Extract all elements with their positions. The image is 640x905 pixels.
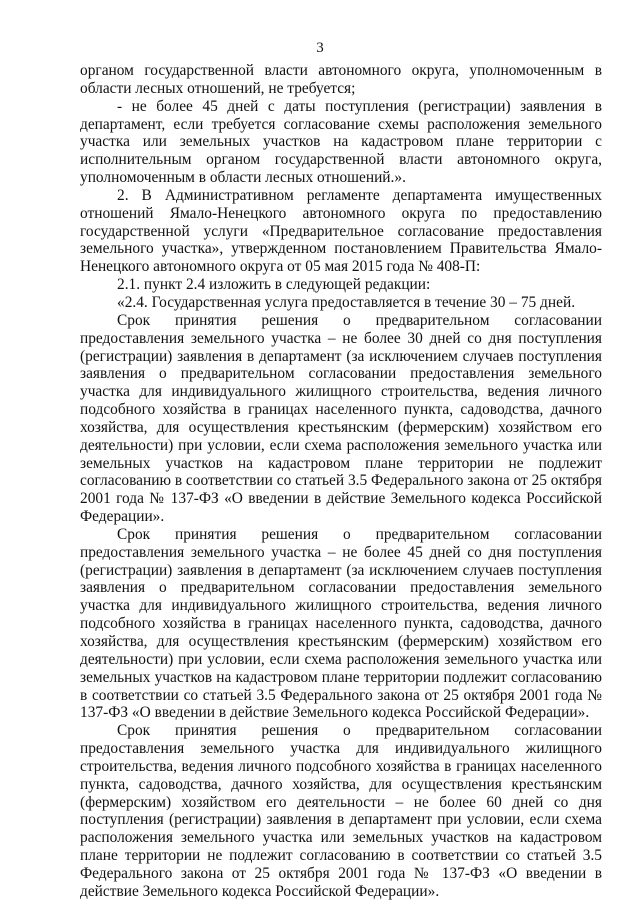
body-text bbox=[80, 62, 602, 901]
page-number: 3 bbox=[316, 40, 324, 56]
paragraph-term-30-days: Срок принятия решения о предварительном согласовании предоставления земельного участка – не более 30 дней со дня поступления (регистрации) заявления в департамент (за исключением случаев поступления заявления о предварительном согласовании предоставления земельного участка для индивидуального жилищного строительства, ведения личного подсобного хозяйства в границах населенного пункта, садоводства, дачного хозяйства, для осуществления крестьянским (фермерским) хозяйством его деятельности) при условии, если схема расположения земельного участка или земельных участков на кадастровом плане территории не подлежит согласованию в соответствии со статьей 3.5 Федерального закона от 25 октября 2001 года № 137-ФЗ «О введении в действие Земельного кодекса Российской Федерации». bbox=[80, 311, 602, 526]
paragraph-continuation: органом государственной власти автономного округа, уполномоченным в области лесных отношений, не требуется; bbox=[80, 62, 602, 97]
paragraph-list-item: - не более 45 дней с даты поступления (регистрации) заявления в департамент, если требуется согласование схемы расположения земельного участка или земельных участков на кадастровом плане территории с исполнительным органом государственной власти автономного округа, уполномоченным в области лесных отношений.». bbox=[80, 97, 602, 187]
paragraph-subsection-2-1: 2.1. пункт 2.4 изложить в следующей редакции: bbox=[117, 276, 431, 294]
paragraph-clause-2-4: «2.4. Государственная услуга предоставляется в течение 30 – 75 дней. bbox=[117, 293, 576, 311]
paragraph-term-60-days: Срок принятия решения о предварительном согласовании предоставления земельного участка для индивидуального жилищного строительства, ведения личного подсобного хозяйства в границах населенного пункта, садоводства, дачного хозяйства, для осуществления крестьянским (фермерским) хозяйством его деятельности – не более 60 дней со дня поступления (регистрации) заявления в департамент при условии, если схема расположения земельного участка или земельных участков на кадастровом плане территории не подлежит согласованию в соответствии со статьей 3.5 Федерального закона от 25 октября 2001 года № 137-ФЗ «О введении в действие Земельного кодекса Российской Федерации». bbox=[80, 722, 602, 900]
paragraph-section-2: 2. В Административном регламенте департамента имущественных отношений Ямало-Ненецкого автономного округа по предоставлению государственной услуги «Предварительное согласование предоставления земельного участка», утвержденном постановлением Правительства Ямало-Ненецкого автономного округа от 05 мая 2015 года № 408-П: bbox=[80, 186, 602, 276]
paragraph-term-45-days: Срок принятия решения о предварительном согласовании предоставления земельного участка – не более 45 дней со дня поступления (регистрации) заявления в департамент (за исключением случаев поступления заявления о предварительном согласовании предоставления земельного участка для индивидуального жилищного строительства, ведения личного подсобного хозяйства в границах населенного пункта, садоводства, дачного хозяйства, для осуществления крестьянским (фермерским) хозяйством его деятельности) при условии, если схема расположения земельного участка или земельных участков на кадастровом плане территории подлежит согласованию в соответствии со статьей 3.5 Федерального закона от 25 октября 2001 года № 137-ФЗ «О введении в действие Земельного кодекса Российской Федерации». bbox=[80, 525, 602, 722]
